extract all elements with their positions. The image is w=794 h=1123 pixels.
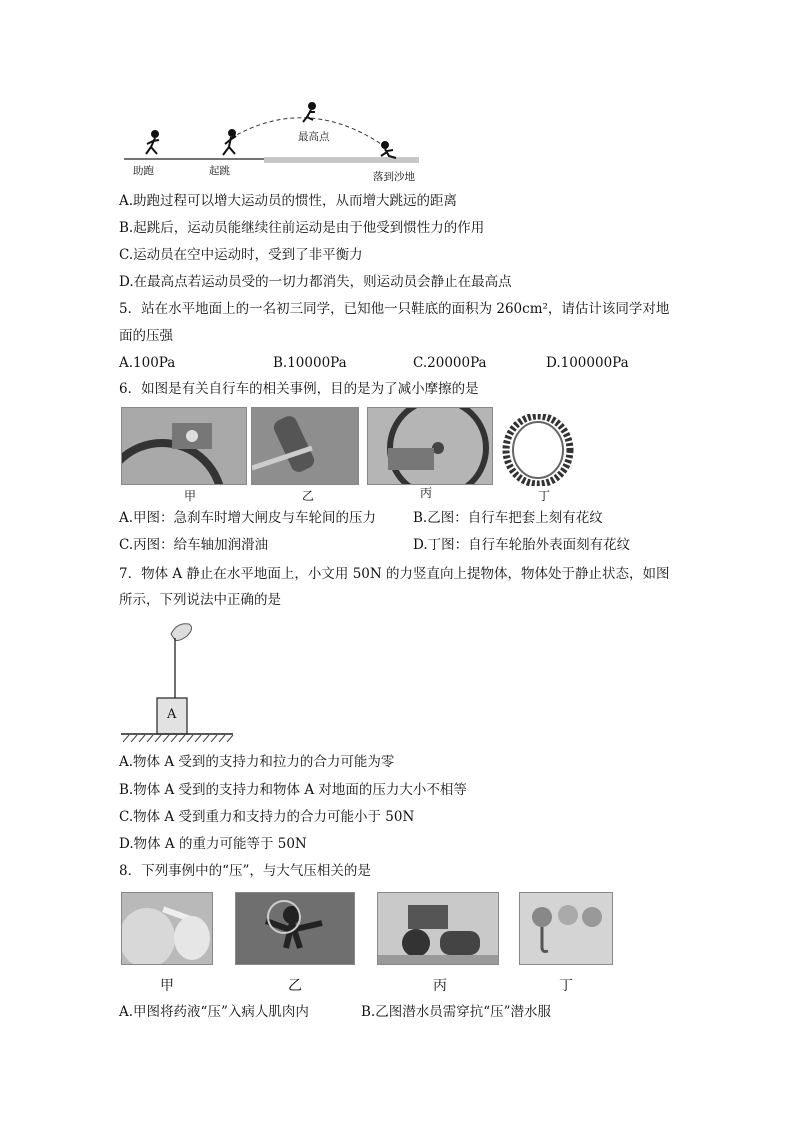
bike-grip-photo	[251, 407, 359, 485]
q6-option-b: B.乙图：自行车把套上刻有花纹	[413, 510, 603, 526]
q6-caption-yi: 乙	[301, 489, 314, 503]
q6-option-d: D.丁图：自行车轮胎外表面刻有花纹	[413, 537, 631, 553]
road-roller-photo	[377, 892, 499, 965]
q8-caption-bing: 丙	[433, 978, 447, 994]
q4-option-c: C.运动员在空中运动时，受到了非平衡力	[119, 247, 363, 263]
q8-caption-ding: 丁	[559, 978, 573, 994]
q8-stem: 8．下列事例中的“压”，与大气压相关的是	[119, 863, 371, 879]
q8-caption-jia: 甲	[160, 978, 174, 994]
q5-option-d: D.100000Pa	[546, 355, 629, 371]
q6-option-a: A.甲图：急刹车时增大闸皮与车轮间的压力	[119, 510, 377, 526]
q6-caption-jia: 甲	[183, 489, 196, 503]
q4-option-d: D.在最高点若运动员受的一切力都消失，则运动员会静止在最高点	[119, 274, 512, 290]
bike-tire-photo	[500, 414, 580, 486]
q8-caption-yi: 乙	[288, 978, 302, 994]
label-top: 最高点	[298, 131, 330, 143]
label-jump: 起跳	[209, 165, 230, 177]
block-figure	[119, 616, 239, 746]
top-figure	[303, 103, 315, 122]
q7-option-b: B.物体 A 受到的支持力和物体 A 对地面的压力大小不相等	[119, 782, 467, 798]
label-run: 助跑	[133, 165, 154, 177]
q6-option-c: C.丙图：给车轴加润滑油	[119, 537, 269, 553]
bike-axle-photo	[367, 407, 493, 485]
q6-stem: 6．如图是有关自行车的相关事例，目的是为了减小摩擦的是	[119, 381, 479, 397]
label-land: 落到沙地	[373, 171, 415, 183]
injection-photo	[121, 892, 213, 965]
q7-stem-line2: 所示，下列说法中正确的是	[119, 592, 281, 608]
q5-stem-line2: 面的压强	[119, 328, 173, 344]
q4-option-a: A.助跑过程可以增大运动员的惯性，从而增大跳远的距离	[119, 193, 458, 209]
bike-brake-photo	[121, 407, 247, 485]
q8-option-a: A.甲图将药液“压”入病人肌肉内	[119, 1004, 309, 1020]
q5-stem-line1: 5．站在水平地面上的一名初三同学，已知他一只鞋底的面积为 260cm²，请估计该同学对地	[119, 301, 670, 317]
q4-option-b: B.起跳后，运动员能继续往前运动是由于他受到惯性力的作用	[119, 220, 485, 236]
lander-figure	[381, 142, 396, 158]
q8-option-b: B.乙图潜水员需穿抗“压”潜水服	[361, 1004, 552, 1020]
q7-option-d: D.物体 A 的重力可能等于 50N	[119, 836, 307, 852]
q5-option-c: C.20000Pa	[413, 355, 487, 371]
block-label: A	[167, 707, 177, 722]
q5-option-b: B.10000Pa	[273, 355, 347, 371]
q7-stem-line1: 7．物体 A 静止在水平地面上，小文用 50N 的力竖直向上提物体，物体处于静止状态，如图	[119, 566, 670, 582]
q7-option-c: C.物体 A 受到重力和支持力的合力可能小于 50N	[119, 809, 415, 825]
runner-figure	[146, 131, 159, 154]
q6-caption-bing: 丙	[419, 486, 432, 500]
q5-option-a: A.100Pa	[119, 355, 176, 371]
q6-caption-ding: 丁	[537, 489, 550, 503]
q7-option-a: A.物体 A 受到的支持力和拉力的合力可能为零	[119, 754, 395, 770]
diver-photo	[235, 892, 355, 965]
suction-hook-photo	[519, 892, 613, 965]
jumper-figure	[223, 130, 236, 155]
